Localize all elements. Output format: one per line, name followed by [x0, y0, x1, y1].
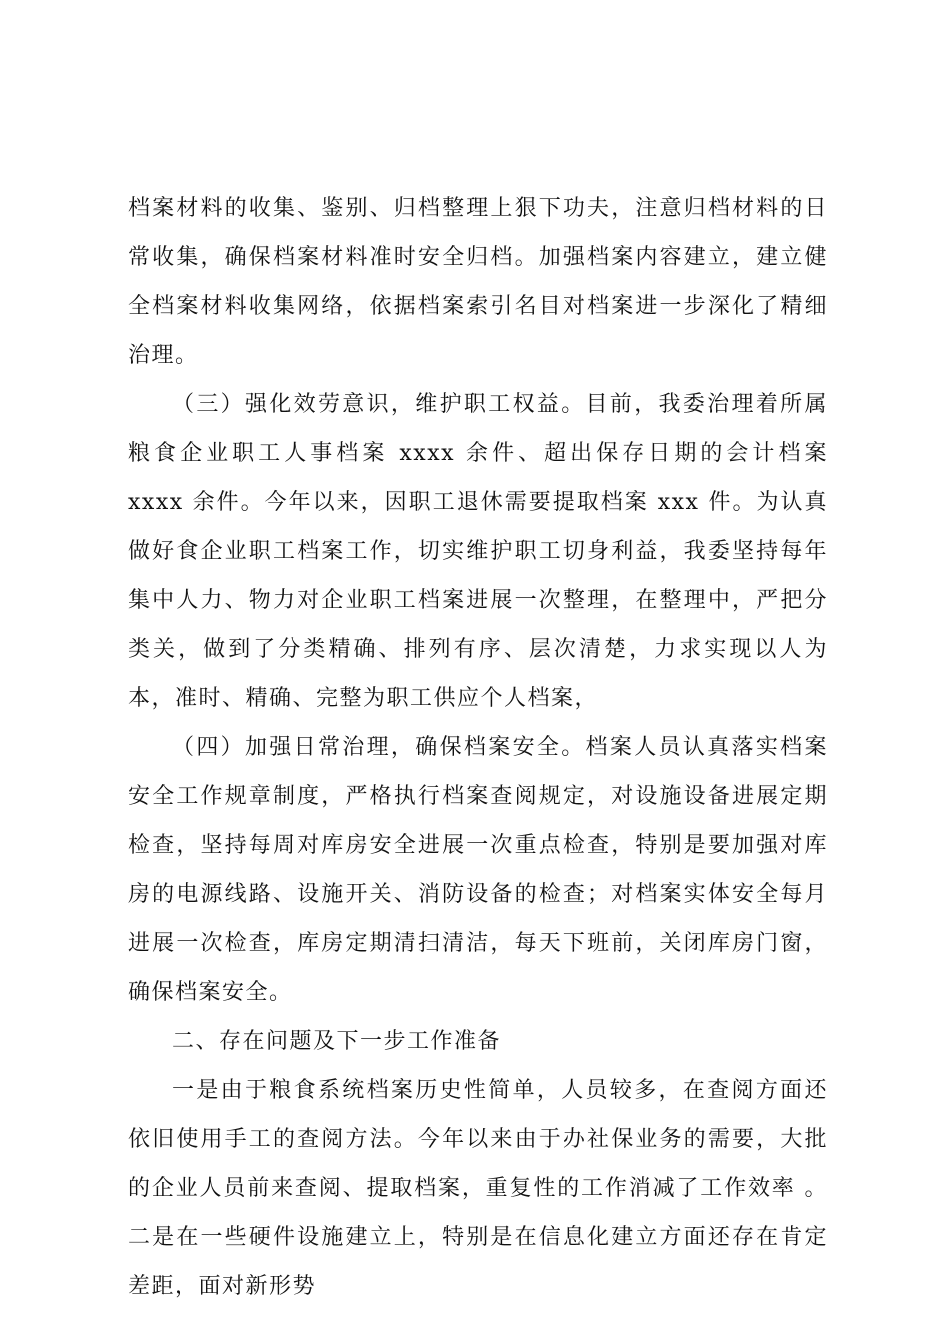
paragraph-section-four: （四）加强日常治理，确保档案安全。档案人员认真落实档案安全工作规章制度，严格执行档案查阅规定，对设施设备进展定期检查，坚持每周对库房安全进展一次重点检查，特别是要加强对库房的电源线路、设施开关、消防设备的检查；对档案实体安全每月进展一次检查，库房定期清扫清洁，每天下班前，关闭库房门窗，确保档案安全。 [128, 735, 828, 1005]
paragraph-problems: 一是由于粮食系统档案历史性简单，人员较多，在查阅方面还依旧使用手工的查阅方法。今年以来由于办社保业务的需要，大批的企业人员前来查阅、提取档案，重复性的工作消减了工作效率 。二是在一些硬件设施建立上，特别是在信息化建立方面还存在肯定差距，面对新形势 [128, 1078, 828, 1299]
section-heading-problems: 二、存在问题及下一步工作准备 [172, 1029, 502, 1054]
paragraph-section-three: （三）强化效劳意识，维护职工权益。目前，我委治理着所属粮食企业职工人事档案 xxxx 余件、超出保存日期的会计档案 xxxx 余件。今年以来，因职工退休需要提取档案 xxx 件。为认真做好食企业职工档案工作，切实维护职工切身利益，我委坚持每年集中人力、物力对企业职工档案进展一次整理，在整理中，严把分类关，做到了分类精确、排列有序、层次清楚，力求实现以人为本，准时、精确、完整为职工供应个人档案， [128, 392, 828, 711]
paragraph-continuation: 档案材料的收集、鉴别、归档整理上狠下功夫，注意归档材料的日常收集，确保档案材料准时安全归档。加强档案内容建立，建立健全档案材料收集网络，依据档案索引名目对档案进一步深化了精细治理。 [128, 196, 828, 368]
document-body [128, 184, 828, 1311]
